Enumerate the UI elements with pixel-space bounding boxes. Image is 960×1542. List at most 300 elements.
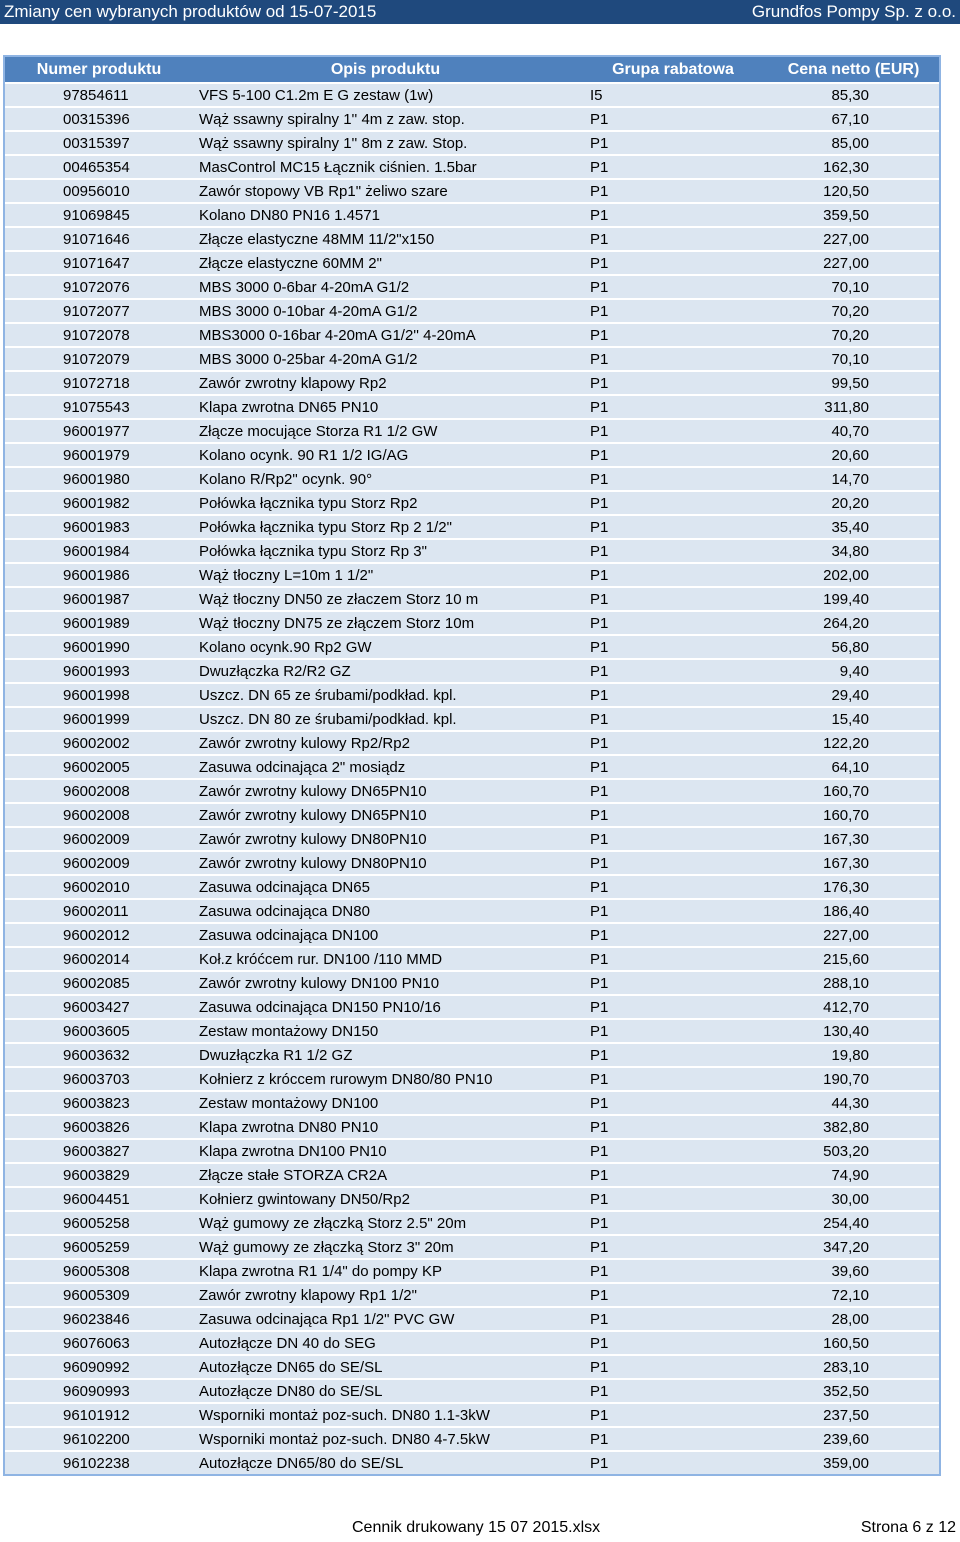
net-price-cell: 20,20 — [768, 491, 939, 515]
discount-group-cell: P1 — [578, 275, 768, 299]
table-row — [5, 731, 939, 755]
discount-group-cell: P1 — [578, 131, 768, 155]
discount-group-cell: P1 — [578, 371, 768, 395]
description-cell: Zawór zwrotny kulowy DN80PN10 — [193, 851, 578, 875]
description-cell: Złącze mocujące Storza R1 1/2 GW — [193, 419, 578, 443]
discount-group-cell: P1 — [578, 971, 768, 995]
table-row — [5, 1019, 939, 1043]
table-row — [5, 1355, 939, 1379]
discount-group-cell: P1 — [578, 1091, 768, 1115]
description-cell: Wąż ssawny spiralny 1'' 4m z zaw. stop. — [193, 107, 578, 131]
net-price-cell: 39,60 — [768, 1259, 939, 1283]
product-number-cell: 96003632 — [5, 1043, 193, 1067]
discount-group-cell: P1 — [578, 1067, 768, 1091]
discount-group-cell: P1 — [578, 755, 768, 779]
footer-filename: Cennik drukowany 15 07 2015.xlsx — [352, 1519, 601, 1536]
table-row — [5, 1307, 939, 1331]
description-cell: Złącze elastyczne 48MM 11/2"x150 — [193, 227, 578, 251]
price-table-container — [3, 55, 941, 1476]
discount-group-cell: P1 — [578, 1379, 768, 1403]
discount-group-cell: P1 — [578, 995, 768, 1019]
table-row — [5, 227, 939, 251]
description-cell: Połówka łącznika typu Storz Rp 3" — [193, 539, 578, 563]
table-row — [5, 395, 939, 419]
column-header-net-price: Cena netto (EUR) — [768, 57, 939, 83]
net-price-cell: 167,30 — [768, 851, 939, 875]
product-number-cell: 96076063 — [5, 1331, 193, 1355]
product-number-cell: 96102238 — [63, 1454, 130, 1472]
product-number-cell: 96001979 — [5, 443, 193, 467]
discount-group-cell: P1 — [578, 1283, 768, 1307]
discount-group-cell: P1 — [578, 1163, 768, 1187]
description-cell: Zestaw montażowy DN150 — [193, 1019, 578, 1043]
net-price-cell: 347,20 — [768, 1235, 939, 1259]
column-header-discount-group: Grupa rabatowa — [578, 57, 768, 83]
table-row — [5, 827, 939, 851]
net-price-cell: 120,50 — [768, 179, 939, 203]
description-cell: Zawór zwrotny kulowy DN65PN10 — [193, 803, 578, 827]
discount-group-cell: P1 — [578, 227, 768, 251]
product-number-cell: 96003827 — [5, 1139, 193, 1163]
table-row — [5, 275, 939, 299]
net-price-cell: 382,80 — [768, 1115, 939, 1139]
product-number-cell: 96001989 — [5, 611, 193, 635]
description-cell: Kolano ocynk.90 Rp2 GW — [193, 635, 578, 659]
product-number-cell: 96003605 — [5, 1019, 193, 1043]
discount-group-cell: P1 — [578, 1331, 768, 1355]
net-price-cell: 40,70 — [768, 419, 939, 443]
discount-group-cell: P1 — [578, 347, 768, 371]
product-number-cell: 96003703 — [5, 1067, 193, 1091]
table-body — [5, 83, 939, 1474]
description-cell: Wsporniki montaż poz-such. DN80 4-7.5kW — [193, 1427, 578, 1451]
net-price-cell: 70,20 — [768, 323, 939, 347]
description-cell: Autozłącze DN80 do SE/SL — [193, 1379, 578, 1403]
discount-group-cell: P1 — [578, 1259, 768, 1283]
net-price-cell: 359,50 — [768, 203, 939, 227]
net-price-cell: 19,80 — [768, 1043, 939, 1067]
table-row — [5, 299, 939, 323]
product-number-cell: 96002009 — [5, 827, 193, 851]
description-cell: Zawór zwrotny kulowy Rp2/Rp2 — [193, 731, 578, 755]
description-cell: Dwuzłączka R2/R2 GZ — [193, 659, 578, 683]
net-price-cell: 264,20 — [768, 611, 939, 635]
table-row — [5, 371, 939, 395]
table-row — [5, 1379, 939, 1403]
net-price-cell: 160,70 — [768, 803, 939, 827]
discount-group-cell: P1 — [578, 563, 768, 587]
description-cell: Kołnierz z króccem rurowym DN80/80 PN10 — [193, 1067, 578, 1091]
product-number-cell: 97854611 — [5, 83, 193, 107]
table-row — [5, 635, 939, 659]
product-number-cell: 96001998 — [5, 683, 193, 707]
product-number-cell: 96002085 — [5, 971, 193, 995]
product-number-cell: 96002010 — [5, 875, 193, 899]
product-number-cell: 96001993 — [5, 659, 193, 683]
description-cell: MBS 3000 0-6bar 4-20mA G1/2 — [193, 275, 578, 299]
net-price-cell: 56,80 — [768, 635, 939, 659]
table-row — [5, 107, 939, 131]
description-cell: Zasuwa odcinająca DN100 — [193, 923, 578, 947]
table-row — [5, 851, 939, 875]
net-price-cell: 352,50 — [768, 1379, 939, 1403]
table-row — [5, 443, 939, 467]
page-header — [0, 0, 960, 24]
description-cell: Złącze elastyczne 60MM 2" — [193, 251, 578, 275]
discount-group-cell: P1 — [578, 539, 768, 563]
table-row — [5, 1187, 939, 1211]
discount-group-cell: P1 — [578, 299, 768, 323]
net-price-cell: 412,70 — [768, 995, 939, 1019]
price-table — [5, 57, 939, 1474]
header-company: Grundfos Pompy Sp. z o.o. — [751, 2, 956, 21]
discount-group-cell: P1 — [578, 1403, 768, 1427]
table-row — [5, 1331, 939, 1355]
net-price-cell: 122,20 — [768, 731, 939, 755]
product-number-cell: 96002014 — [5, 947, 193, 971]
discount-group-cell: P1 — [578, 1307, 768, 1331]
description-cell: Wąż tłoczny L=10m 1 1/2" — [193, 563, 578, 587]
description-cell: Zawór zwrotny klapowy Rp2 — [193, 371, 578, 395]
description-cell: Kolano R/Rp2" ocynk. 90° — [193, 467, 578, 491]
discount-group-cell: P1 — [578, 779, 768, 803]
product-number-cell: 91072079 — [5, 347, 193, 371]
net-price-cell: 237,50 — [768, 1403, 939, 1427]
table-row — [5, 1091, 939, 1115]
discount-group-cell: P1 — [578, 899, 768, 923]
net-price-cell: 239,60 — [768, 1427, 939, 1451]
product-number-cell: 96002008 — [5, 779, 193, 803]
net-price-cell: 30,00 — [768, 1187, 939, 1211]
discount-group-cell: P1 — [578, 827, 768, 851]
table-row — [5, 203, 939, 227]
discount-group-cell: P1 — [578, 515, 768, 539]
table-row — [5, 587, 939, 611]
discount-group-cell: P1 — [578, 1235, 768, 1259]
table-row — [5, 1451, 939, 1474]
net-price-cell: 288,10 — [768, 971, 939, 995]
discount-group-cell: P1 — [578, 1187, 768, 1211]
discount-group-cell: I5 — [578, 83, 768, 107]
product-number-cell: 91072076 — [5, 275, 193, 299]
description-cell: Kolano DN80 PN16 1.4571 — [193, 203, 578, 227]
table-row — [5, 707, 939, 731]
discount-group-cell: P1 — [578, 251, 768, 275]
header-title: Zmiany cen wybranych produktów od 15-07-2015 — [4, 2, 377, 21]
net-price-cell: 227,00 — [768, 923, 939, 947]
table-row — [5, 1427, 939, 1451]
column-header-description: Opis produktu — [193, 57, 578, 83]
description-cell: Klapa zwrotna DN80 PN10 — [193, 1115, 578, 1139]
discount-group-cell: P1 — [578, 947, 768, 971]
net-price-cell: 167,30 — [768, 827, 939, 851]
table-row — [5, 1403, 939, 1427]
table-row — [5, 1211, 939, 1235]
product-number-cell: 00956010 — [5, 179, 193, 203]
discount-group-cell: P1 — [578, 731, 768, 755]
table-row — [5, 875, 939, 899]
table-row — [5, 155, 939, 179]
net-price-cell: 70,10 — [768, 347, 939, 371]
product-number-cell: 00315396 — [5, 107, 193, 131]
discount-group-cell: P1 — [578, 659, 768, 683]
product-number-cell: 91072718 — [5, 371, 193, 395]
discount-group-cell: P1 — [590, 1454, 609, 1472]
description-cell: MBS 3000 0-25bar 4-20mA G1/2 — [193, 347, 578, 371]
net-price-cell: 72,10 — [768, 1283, 939, 1307]
product-number-cell: 96002012 — [5, 923, 193, 947]
description-cell: Klapa zwrotna R1 1/4" do pompy KP — [193, 1259, 578, 1283]
product-number-cell: 96003829 — [5, 1163, 193, 1187]
description-cell: Koł.z króćcem rur. DN100 /110 MMD — [193, 947, 578, 971]
description-cell: Zasuwa odcinająca 2" mosiądz — [193, 755, 578, 779]
discount-group-cell: P1 — [578, 707, 768, 731]
description-cell: VFS 5-100 C1.2m E G zestaw (1w) — [193, 83, 578, 107]
product-number-cell: 96001982 — [5, 491, 193, 515]
table-row — [5, 659, 939, 683]
net-price-cell: 9,40 — [768, 659, 939, 683]
footer-page-number: Strona 6 z 12 — [860, 1519, 956, 1536]
description-cell: Klapa zwrotna DN65 PN10 — [193, 395, 578, 419]
product-number-cell: 96001986 — [5, 563, 193, 587]
description-cell: Kołnierz gwintowany DN50/Rp2 — [193, 1187, 578, 1211]
description-cell: Wąż gumowy ze złączką Storz 2.5" 20m — [193, 1211, 578, 1235]
table-row — [5, 1067, 939, 1091]
discount-group-cell: P1 — [578, 155, 768, 179]
description-cell: Złącze stałe STORZA CR2A — [193, 1163, 578, 1187]
product-number-cell: 96005259 — [5, 1235, 193, 1259]
description-cell: Autozłącze DN65 do SE/SL — [193, 1355, 578, 1379]
description-cell: MBS3000 0-16bar 4-20mA G1/2'' 4-20mA — [193, 323, 578, 347]
discount-group-cell: P1 — [578, 635, 768, 659]
discount-group-cell: P1 — [578, 203, 768, 227]
product-number-cell: 96001999 — [5, 707, 193, 731]
description-cell: Autozłącze DN 40 do SEG — [193, 1331, 578, 1355]
table-row — [5, 179, 939, 203]
table-row — [5, 1283, 939, 1307]
net-price-cell: 162,30 — [768, 155, 939, 179]
table-row — [5, 131, 939, 155]
discount-group-cell: P1 — [578, 179, 768, 203]
table-row — [5, 611, 939, 635]
net-price-cell: 202,00 — [768, 563, 939, 587]
product-number-cell: 96090992 — [5, 1355, 193, 1379]
discount-group-cell: P1 — [578, 1427, 768, 1451]
discount-group-cell: P1 — [578, 587, 768, 611]
net-price-cell: 28,00 — [768, 1307, 939, 1331]
description-cell: Autozłącze DN65/80 do SE/SL — [199, 1454, 404, 1472]
product-number-cell: 00315397 — [5, 131, 193, 155]
product-number-cell: 96002009 — [5, 851, 193, 875]
table-row — [5, 1235, 939, 1259]
net-price-cell: 190,70 — [768, 1067, 939, 1091]
net-price-cell: 311,80 — [768, 395, 939, 419]
product-number-cell: 96002002 — [5, 731, 193, 755]
description-cell: Dwuzłączka R1 1/2 GZ — [193, 1043, 578, 1067]
net-price-cell: 74,90 — [768, 1163, 939, 1187]
table-row — [5, 467, 939, 491]
description-cell: Zestaw montażowy DN100 — [193, 1091, 578, 1115]
net-price-cell: 85,00 — [768, 131, 939, 155]
product-number-cell: 96005308 — [5, 1259, 193, 1283]
product-number-cell: 91071647 — [5, 251, 193, 275]
discount-group-cell: P1 — [578, 443, 768, 467]
table-row — [5, 251, 939, 275]
description-cell: Kolano ocynk. 90 R1 1/2 IG/AG — [193, 443, 578, 467]
table-header-row — [5, 57, 939, 83]
product-number-cell: 96003427 — [5, 995, 193, 1019]
net-price-cell: 99,50 — [768, 371, 939, 395]
table-row — [5, 683, 939, 707]
product-number-cell: 96001987 — [5, 587, 193, 611]
net-price-cell: 15,40 — [768, 707, 939, 731]
net-price-cell: 199,40 — [768, 587, 939, 611]
net-price-cell: 44,30 — [768, 1091, 939, 1115]
description-cell: Połówka łącznika typu Storz Rp 2 1/2" — [193, 515, 578, 539]
description-cell: Zasuwa odcinająca DN80 — [193, 899, 578, 923]
net-price-cell: 227,00 — [768, 227, 939, 251]
net-price-cell: 130,40 — [768, 1019, 939, 1043]
description-cell: MasControl MC15 Łącznik ciśnien. 1.5bar — [193, 155, 578, 179]
net-price-cell: 359,00 — [823, 1454, 869, 1472]
description-cell: Zawór zwrotny kulowy DN100 PN10 — [193, 971, 578, 995]
table-row — [5, 1043, 939, 1067]
discount-group-cell: P1 — [578, 1115, 768, 1139]
net-price-cell: 20,60 — [768, 443, 939, 467]
table-row — [5, 539, 939, 563]
product-number-cell: 96102200 — [5, 1427, 193, 1451]
table-row — [5, 419, 939, 443]
table-row — [5, 563, 939, 587]
description-cell: Zasuwa odcinająca DN150 PN10/16 — [193, 995, 578, 1019]
net-price-cell: 160,50 — [768, 1331, 939, 1355]
table-row — [5, 347, 939, 371]
product-number-cell: 96002005 — [5, 755, 193, 779]
product-number-cell: 00465354 — [5, 155, 193, 179]
description-cell: Zawór zwrotny klapowy Rp1 1/2" — [193, 1283, 578, 1307]
discount-group-cell: P1 — [578, 395, 768, 419]
description-cell: Wąż tłoczny DN50 ze złaczem Storz 10 m — [193, 587, 578, 611]
table-row — [5, 755, 939, 779]
net-price-cell: 215,60 — [768, 947, 939, 971]
product-number-cell: 96005258 — [5, 1211, 193, 1235]
table-row — [5, 491, 939, 515]
discount-group-cell: P1 — [578, 875, 768, 899]
product-number-cell: 91075543 — [5, 395, 193, 419]
discount-group-cell: P1 — [578, 1139, 768, 1163]
table-row — [5, 1259, 939, 1283]
description-cell: Zawór stopowy VB Rp1" żeliwo szare — [193, 179, 578, 203]
table-row — [5, 899, 939, 923]
net-price-cell: 14,70 — [768, 467, 939, 491]
description-cell: Uszcz. DN 80 ze śrubami/podkład. kpl. — [193, 707, 578, 731]
product-number-cell: 96001980 — [5, 467, 193, 491]
description-cell: Wąż gumowy ze złączką Storz 3" 20m — [193, 1235, 578, 1259]
discount-group-cell: P1 — [578, 491, 768, 515]
table-row — [5, 923, 939, 947]
product-number-cell: 96001983 — [5, 515, 193, 539]
column-header-product-number: Numer produktu — [5, 57, 193, 83]
net-price-cell: 254,40 — [768, 1211, 939, 1235]
discount-group-cell: P1 — [578, 923, 768, 947]
net-price-cell: 503,20 — [768, 1139, 939, 1163]
table-row — [5, 1163, 939, 1187]
product-number-cell: 96001990 — [5, 635, 193, 659]
product-number-cell: 96003823 — [5, 1091, 193, 1115]
product-number-cell: 91072077 — [5, 299, 193, 323]
discount-group-cell: P1 — [578, 1043, 768, 1067]
table-row — [5, 995, 939, 1019]
discount-group-cell: P1 — [578, 683, 768, 707]
net-price-cell: 34,80 — [768, 539, 939, 563]
table-row — [5, 947, 939, 971]
description-cell: Zawór zwrotny kulowy DN65PN10 — [193, 779, 578, 803]
description-cell: Zawór zwrotny kulowy DN80PN10 — [193, 827, 578, 851]
net-price-cell: 64,10 — [768, 755, 939, 779]
discount-group-cell: P1 — [578, 467, 768, 491]
net-price-cell: 186,40 — [768, 899, 939, 923]
net-price-cell: 67,10 — [768, 107, 939, 131]
discount-group-cell: P1 — [578, 1211, 768, 1235]
description-cell: Wąż ssawny spiralny 1'' 8m z zaw. Stop. — [193, 131, 578, 155]
table-row — [5, 779, 939, 803]
discount-group-cell: P1 — [578, 419, 768, 443]
table-row — [5, 515, 939, 539]
description-cell: Połówka łącznika typu Storz Rp2 — [193, 491, 578, 515]
description-cell: Zasuwa odcinająca DN65 — [193, 875, 578, 899]
discount-group-cell: P1 — [578, 851, 768, 875]
table-row — [5, 1115, 939, 1139]
product-number-cell: 96090993 — [5, 1379, 193, 1403]
net-price-cell: 70,10 — [768, 275, 939, 299]
table-row — [5, 323, 939, 347]
product-number-cell: 96001984 — [5, 539, 193, 563]
discount-group-cell: P1 — [578, 1019, 768, 1043]
product-number-cell: 96002011 — [5, 899, 193, 923]
product-number-cell: 96005309 — [5, 1283, 193, 1307]
description-cell: Klapa zwrotna DN100 PN10 — [193, 1139, 578, 1163]
table-row — [5, 971, 939, 995]
discount-group-cell: P1 — [578, 611, 768, 635]
product-number-cell: 91069845 — [5, 203, 193, 227]
discount-group-cell: P1 — [578, 1355, 768, 1379]
net-price-cell: 70,20 — [768, 299, 939, 323]
net-price-cell: 29,40 — [768, 683, 939, 707]
description-cell: Wsporniki montaż poz-such. DN80 1.1-3kW — [193, 1403, 578, 1427]
product-number-cell: 91071646 — [5, 227, 193, 251]
product-number-cell: 96101912 — [5, 1403, 193, 1427]
net-price-cell: 227,00 — [768, 251, 939, 275]
table-row — [5, 1139, 939, 1163]
product-number-cell: 91072078 — [5, 323, 193, 347]
net-price-cell: 85,30 — [768, 83, 939, 107]
discount-group-cell: P1 — [578, 107, 768, 131]
description-cell: Zasuwa odcinająca Rp1 1/2" PVC GW — [193, 1307, 578, 1331]
discount-group-cell: P1 — [578, 323, 768, 347]
discount-group-cell: P1 — [578, 803, 768, 827]
net-price-cell: 160,70 — [768, 779, 939, 803]
net-price-cell: 283,10 — [768, 1355, 939, 1379]
product-number-cell: 96004451 — [5, 1187, 193, 1211]
product-number-cell: 96003826 — [5, 1115, 193, 1139]
description-cell: Uszcz. DN 65 ze śrubami/podkład. kpl. — [193, 683, 578, 707]
product-number-cell: 96001977 — [5, 419, 193, 443]
table-row — [5, 803, 939, 827]
description-cell: MBS 3000 0-10bar 4-20mA G1/2 — [193, 299, 578, 323]
net-price-cell: 35,40 — [768, 515, 939, 539]
net-price-cell: 176,30 — [768, 875, 939, 899]
product-number-cell: 96002008 — [5, 803, 193, 827]
